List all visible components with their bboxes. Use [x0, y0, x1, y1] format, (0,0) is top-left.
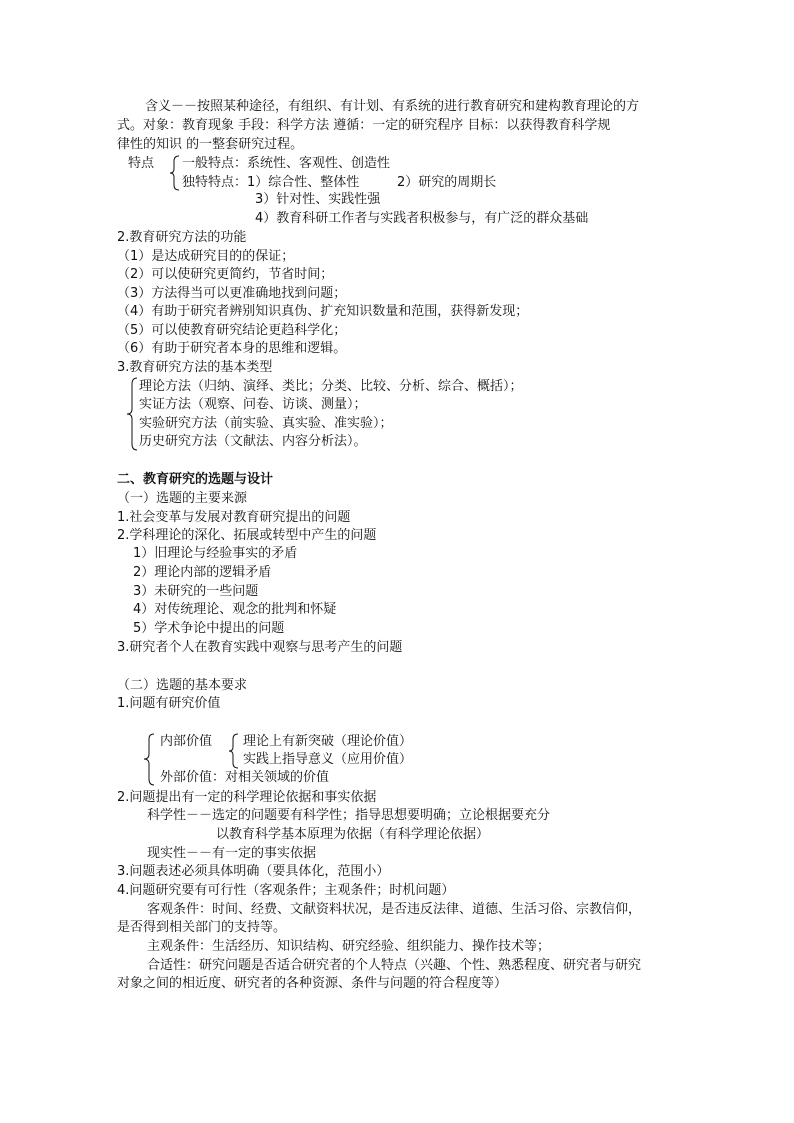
- external-value: 外部价值：对相关领域的价值: [160, 770, 330, 785]
- objective-line-2: 是否得到相关部门的支持等。: [117, 920, 287, 935]
- reality: 现实性－－有一定的事实依据: [147, 846, 317, 861]
- scientific-line-1: 科学性－－选定的问题要有科学性；指导思想要明确；立论根据要充分: [147, 808, 551, 823]
- features-unique-2: 2）研究的周期长: [397, 175, 497, 190]
- functions-item: （6）有助于研究者本身的思维和逻辑。: [117, 341, 347, 356]
- subjective: 主观条件：生活经历、知识结构、研究经验、组织能力、操作技术等；: [147, 939, 551, 954]
- features-unique-4: 4）教育科研工作者与实践者积极参与，有广泛的群众基础: [255, 211, 589, 226]
- requirement-4: 4.问题研究要有可行性（客观条件；主观条件；时机问题）: [117, 883, 455, 898]
- functions-item: （5）可以使教育研究结论更趋科学化；: [117, 323, 347, 338]
- definition-line-3: 律性的知识 的一整套研究过程。: [117, 137, 304, 152]
- types-heading: 3.教育研究方法的基本类型: [117, 360, 273, 375]
- internal-value-label: 内部价值: [160, 734, 213, 749]
- functions-item: （2）可以使研究更简约，节省时间；: [117, 267, 334, 282]
- features-label: 特点: [128, 156, 155, 171]
- definition-line-2: 式。对象：教育现象 手段：科学方法 遵循：一定的研究程序 目标：以获得教育科学规: [117, 118, 611, 133]
- types-item: 实验研究方法（前实验、真实验、准实验）；: [139, 416, 393, 431]
- source-2: 2.学科理论的深化、拓展或转型中产生的问题: [117, 528, 377, 543]
- types-item: 实证方法（观察、问卷、访谈、测量）；: [139, 397, 367, 412]
- definition-line-1: 含义－－按照某种途径，有组织、有计划、有系统的进行教育研究和建构教育理论的方: [145, 99, 640, 114]
- section-title: 二、教育研究的选题与设计: [117, 472, 274, 487]
- types-brace: [126, 377, 138, 451]
- requirement-1: 1.问题有研究价值: [117, 696, 221, 711]
- requirement-2: 2.问题提出有一定的科学理论依据和事实依据: [117, 790, 377, 805]
- fit-line-1: 合适性：研究问题是否适合研究者的个人特点（兴趣、个性、熟悉程度、研究者与研究: [147, 958, 642, 973]
- objective-line-1: 客观条件：时间、经费、文献资料状况，是否违反法律、道德、生活习俗、宗教信仰，: [147, 902, 642, 917]
- types-item: 历史研究方法（文献法、内容分析法）。: [139, 434, 367, 449]
- source-2-item: 4）对传统理论、观念的批判和怀疑: [133, 602, 337, 617]
- features-brace: [170, 155, 180, 191]
- features-unique-3: 3）针对性、实践性强: [255, 192, 381, 207]
- internal-value-brace: [229, 733, 239, 769]
- sources-heading: （一）选题的主要来源: [117, 491, 248, 506]
- theory-value: 理论上有新突破（理论价值）: [243, 734, 413, 749]
- fit-line-2: 对象之间的相近度、研究者的各种资源、条件与问题的符合程度等）: [117, 976, 508, 991]
- features-general: 一般特点：系统性、客观性、创造性: [182, 156, 391, 171]
- source-3: 3.研究者个人在教育实践中观察与思考产生的问题: [117, 640, 403, 655]
- source-2-item: 5）学术争论中提出的问题: [133, 621, 285, 636]
- functions-item: （1）是达成研究目的的保证；: [117, 249, 295, 264]
- practice-value: 实践上指导意义（应用价值）: [243, 752, 413, 767]
- requirements-heading: （二）选题的基本要求: [117, 678, 248, 693]
- features-unique-label: 独特特点：1）综合性、整体性: [182, 175, 360, 190]
- source-2-item: 1）旧理论与经验事实的矛盾: [133, 546, 298, 561]
- value-brace: [143, 733, 155, 786]
- functions-item: （4）有助于研究者辨别知识真伪、扩充知识数量和范围，获得新发现；: [117, 304, 529, 319]
- source-2-item: 3）未研究的一些问题: [133, 584, 259, 599]
- requirement-3: 3.问题表述必须具体明确（要具体化，范围小）: [117, 864, 390, 879]
- types-item: 理论方法（归纳、演绎、类比；分类、比较、分析、综合、概括）；: [139, 379, 523, 394]
- source-1: 1.社会变革与发展对教育研究提出的问题: [117, 510, 351, 525]
- functions-item: （3）方法得当可以更准确地找到问题；: [117, 286, 347, 301]
- scientific-line-2: 以教育科学基本原理为依据（有科学理论依据）: [216, 827, 490, 842]
- functions-heading: 2.教育研究方法的功能: [117, 230, 247, 245]
- source-2-item: 2）理论内部的逻辑矛盾: [133, 565, 272, 580]
